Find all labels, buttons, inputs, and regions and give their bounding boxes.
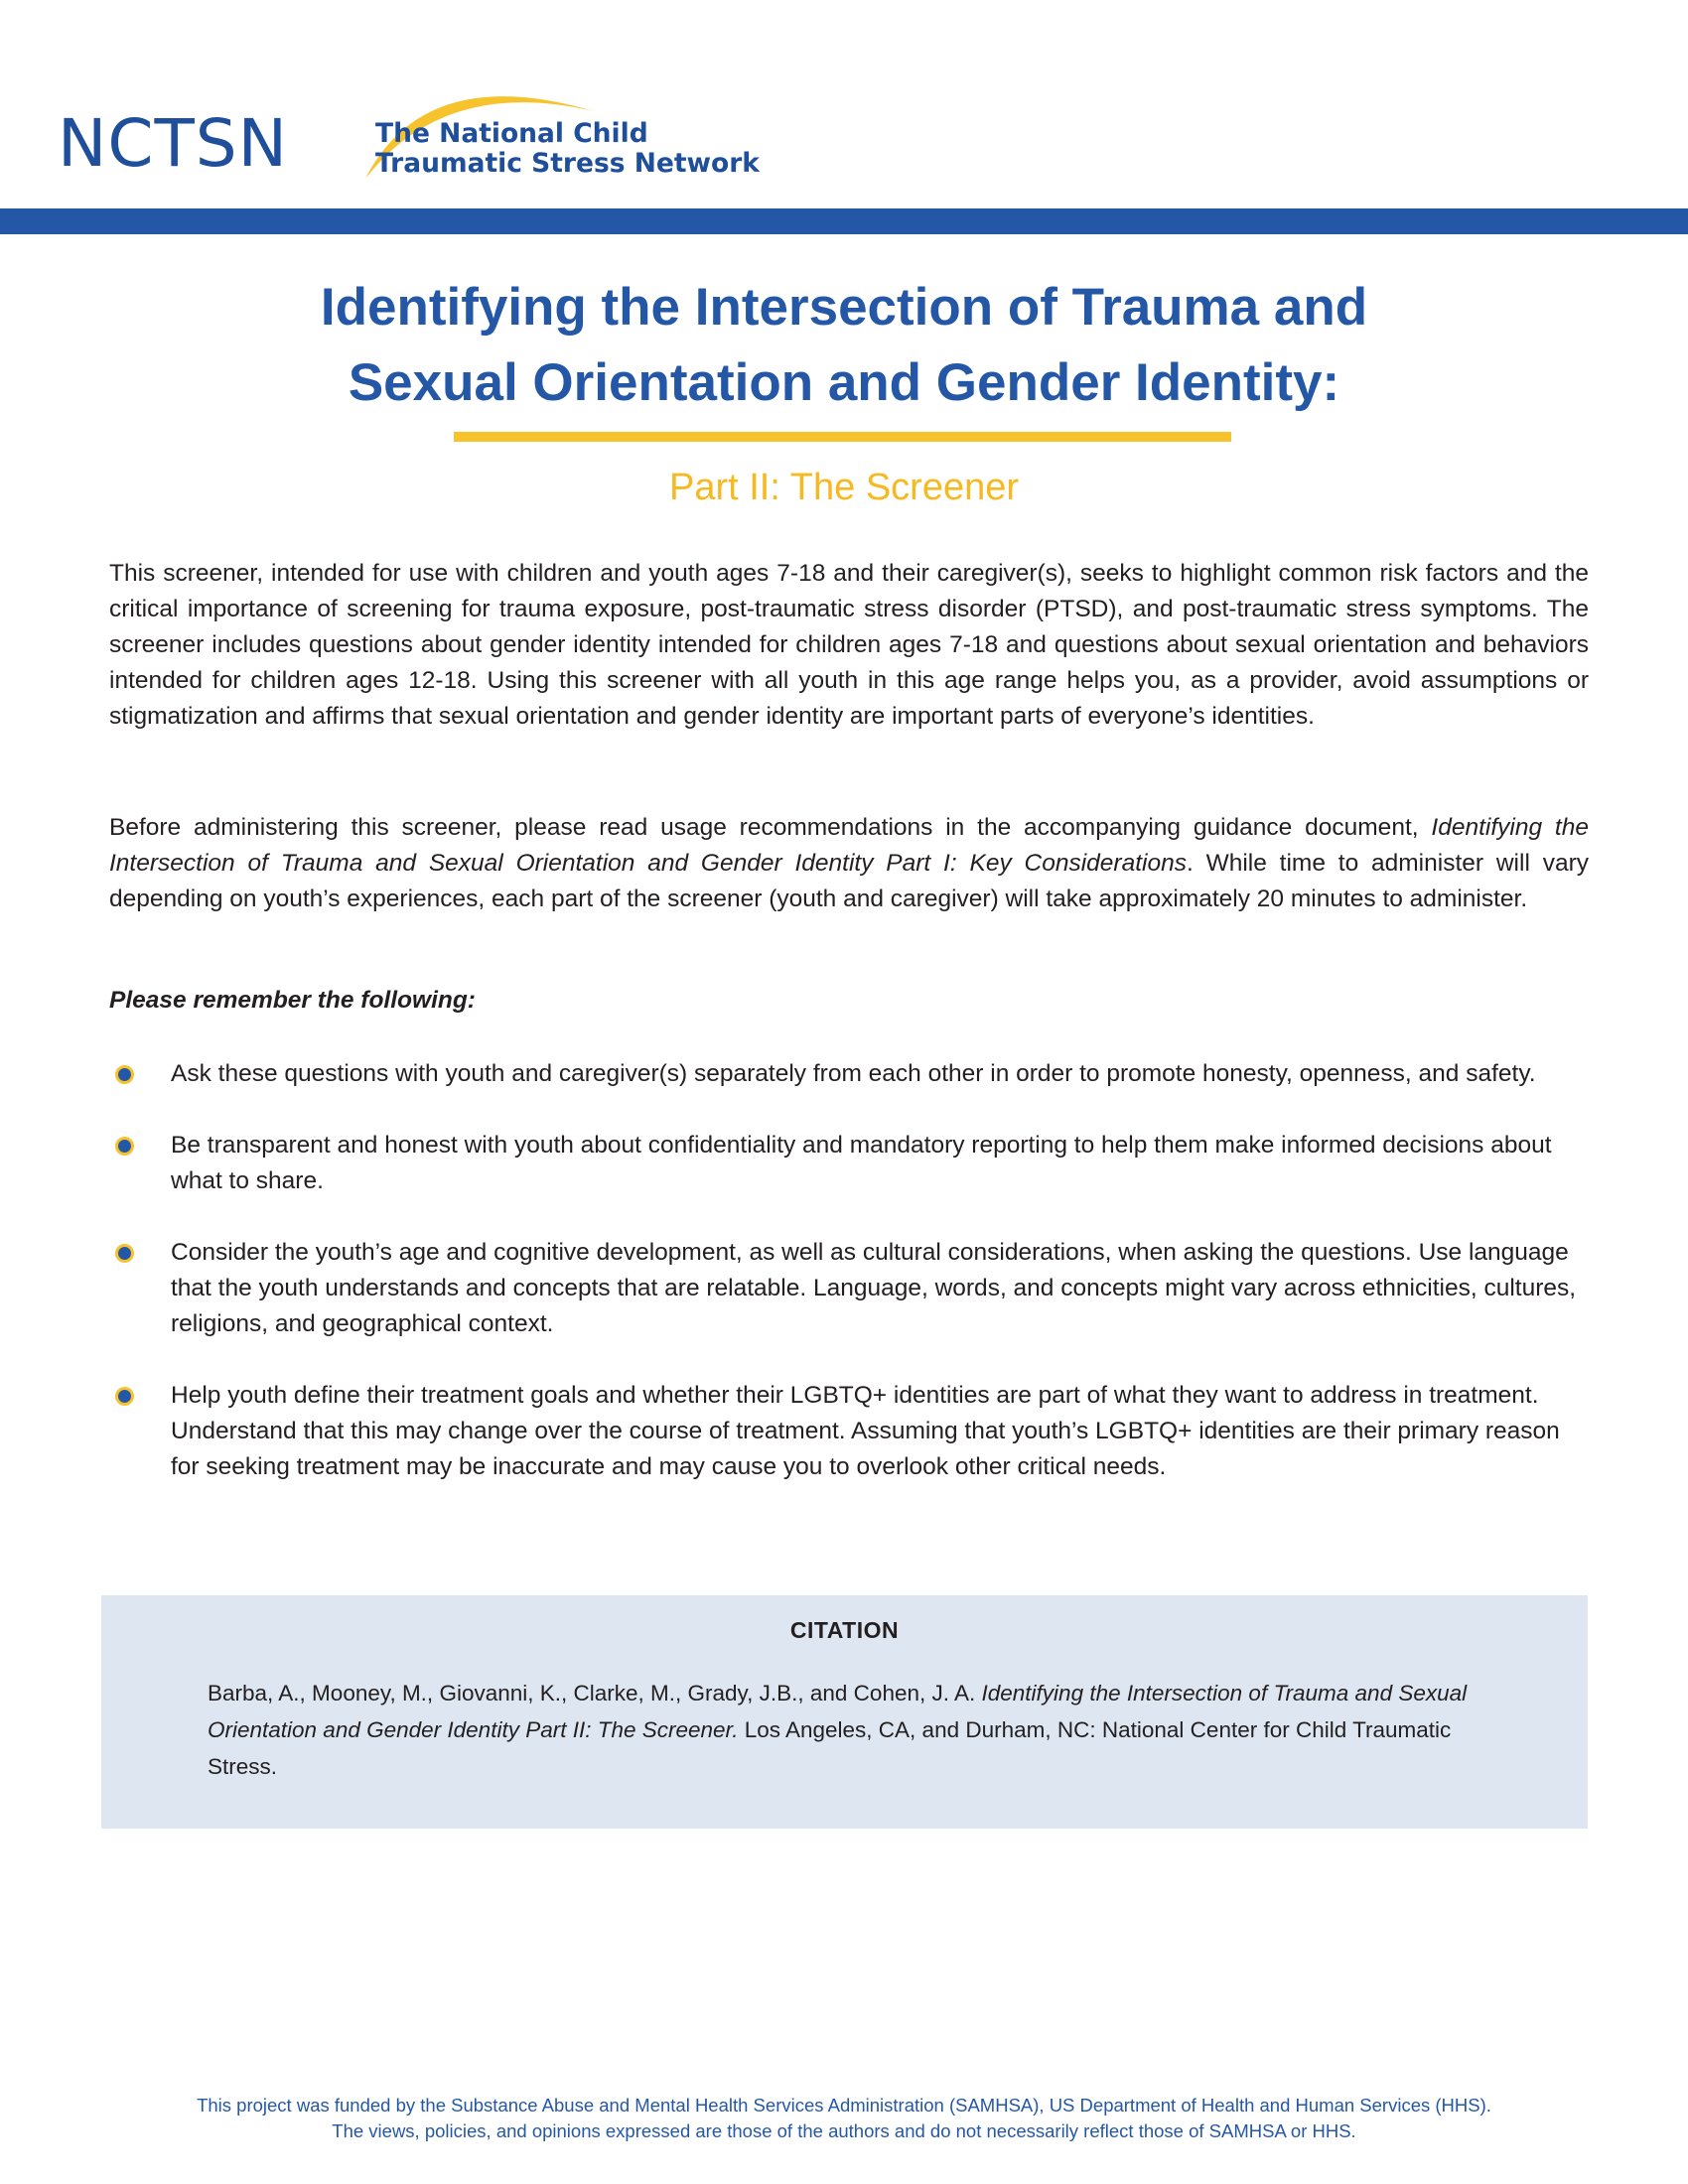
- funding-footer: [60, 2093, 1628, 2144]
- list-item-text: Consider the youth’s age and cognitive development, as well as cultural considerations, when asking the questions. Use language that the youth understands and concepts that are relatable. Language, words, and concepts might vary across ethnicities, cultures, religions, and geographical context.: [171, 1239, 1577, 1337]
- list-item: [109, 1378, 1589, 1485]
- footer-line1: This project was funded by the Substance Abuse and Mental Health Services Administration (SAMHSA), US Department of Health and Human Services (HHS).: [197, 2095, 1491, 2116]
- logo-organization-name: [375, 119, 760, 179]
- intro-paragraph-2: [109, 810, 1589, 917]
- page-title: [149, 270, 1539, 421]
- title-divider: [454, 432, 1231, 442]
- intro-paragraph-2-start: Before administering this screener, please read usage recommendations in the accompanying guidance document,: [109, 814, 1432, 841]
- page-subtitle: Part II: The Screener: [668, 467, 1020, 508]
- list-item-text: Help youth define their treatment goals and whether their LGBTQ+ identities are part of what they want to address in treatment. Understand that this may change over the course of treatment. Assuming that youth’s LGBTQ+ identities are their primary reason for seeking treatment may be inaccurate and may cause you to overlook other critical needs.: [171, 1382, 1560, 1480]
- bullet-dot-icon: [115, 1387, 134, 1406]
- logo-org-line2: Traumatic Stress Network: [375, 148, 760, 179]
- citation-publisher: Los Angeles, CA, and Durham, NC: National Center for Child Traumatic Stress.: [208, 1717, 1452, 1779]
- title-line2: Sexual Orientation and Gender Identity:: [348, 353, 1340, 412]
- logo-wordmark: NCTSN: [58, 105, 289, 182]
- bullet-dot-icon: [115, 1137, 134, 1156]
- intro-paragraph-2-end: . While time to administer will vary depending on youth’s experiences, each part of the screener (youth and caregiver) will take approximately 20 minutes to administer.: [109, 850, 1589, 912]
- bullet-dot-icon: [115, 1244, 134, 1263]
- footer-line2: The views, policies, and opinions expressed are those of the authors and do not necessarily reflect those of SAMHSA or HHS.: [332, 2120, 1356, 2141]
- bullet-dot-icon: [115, 1065, 134, 1084]
- logo-org-line1: The National Child: [375, 118, 648, 149]
- list-item-text: Ask these questions with youth and caregiver(s) separately from each other in order to promote honesty, openness, and safety.: [171, 1060, 1536, 1087]
- title-line1: Identifying the Intersection of Trauma and: [320, 278, 1368, 337]
- citation-heading: CITATION: [789, 1617, 900, 1643]
- list-item: [109, 1235, 1589, 1342]
- intro-paragraph-1: This screener, intended for use with children and youth ages 7-18 and their caregiver(s), seeks to highlight common risk factors and the critical importance of screening for trauma exposure, post-traumatic stress disorder (PTSD), and post-traumatic stress symptoms. The screener includes questions about gender identity intended for children ages 7-18 and questions about sexual orientation and behaviors intended for children ages 12-18. Using this screener with all youth in this age range helps you, as a provider, avoid assumptions or stigmatization and affirms that sexual orientation and gender identity are important parts of everyone’s identities.: [109, 560, 1589, 730]
- recommendation-list: [109, 1056, 1589, 1521]
- remember-heading: Please remember the following:: [109, 987, 476, 1014]
- citation-box: [101, 1595, 1588, 1829]
- list-item: [109, 1128, 1589, 1199]
- citation-text: [208, 1675, 1498, 1785]
- guidance-document-title: Identifying the Intersection of Trauma and Sexual Orientation and Gender Identity Part I: Key Considerations: [109, 814, 1589, 877]
- nctsn-logo: [58, 71, 760, 182]
- list-item-text: Be transparent and honest with youth about confidentiality and mandatory reporting to help them make informed decisions about what to share.: [171, 1132, 1552, 1194]
- list-item: [109, 1056, 1589, 1092]
- citation-title: Identifying the Intersection of Trauma and Sexual Orientation and Gender Identity Part II: The Screener.: [208, 1681, 1468, 1742]
- citation-authors: Barba, A., Mooney, M., Giovanni, K., Clarke, M., Grady, J.B., and Cohen, J. A.: [208, 1681, 982, 1706]
- header-bar: [0, 208, 1688, 234]
